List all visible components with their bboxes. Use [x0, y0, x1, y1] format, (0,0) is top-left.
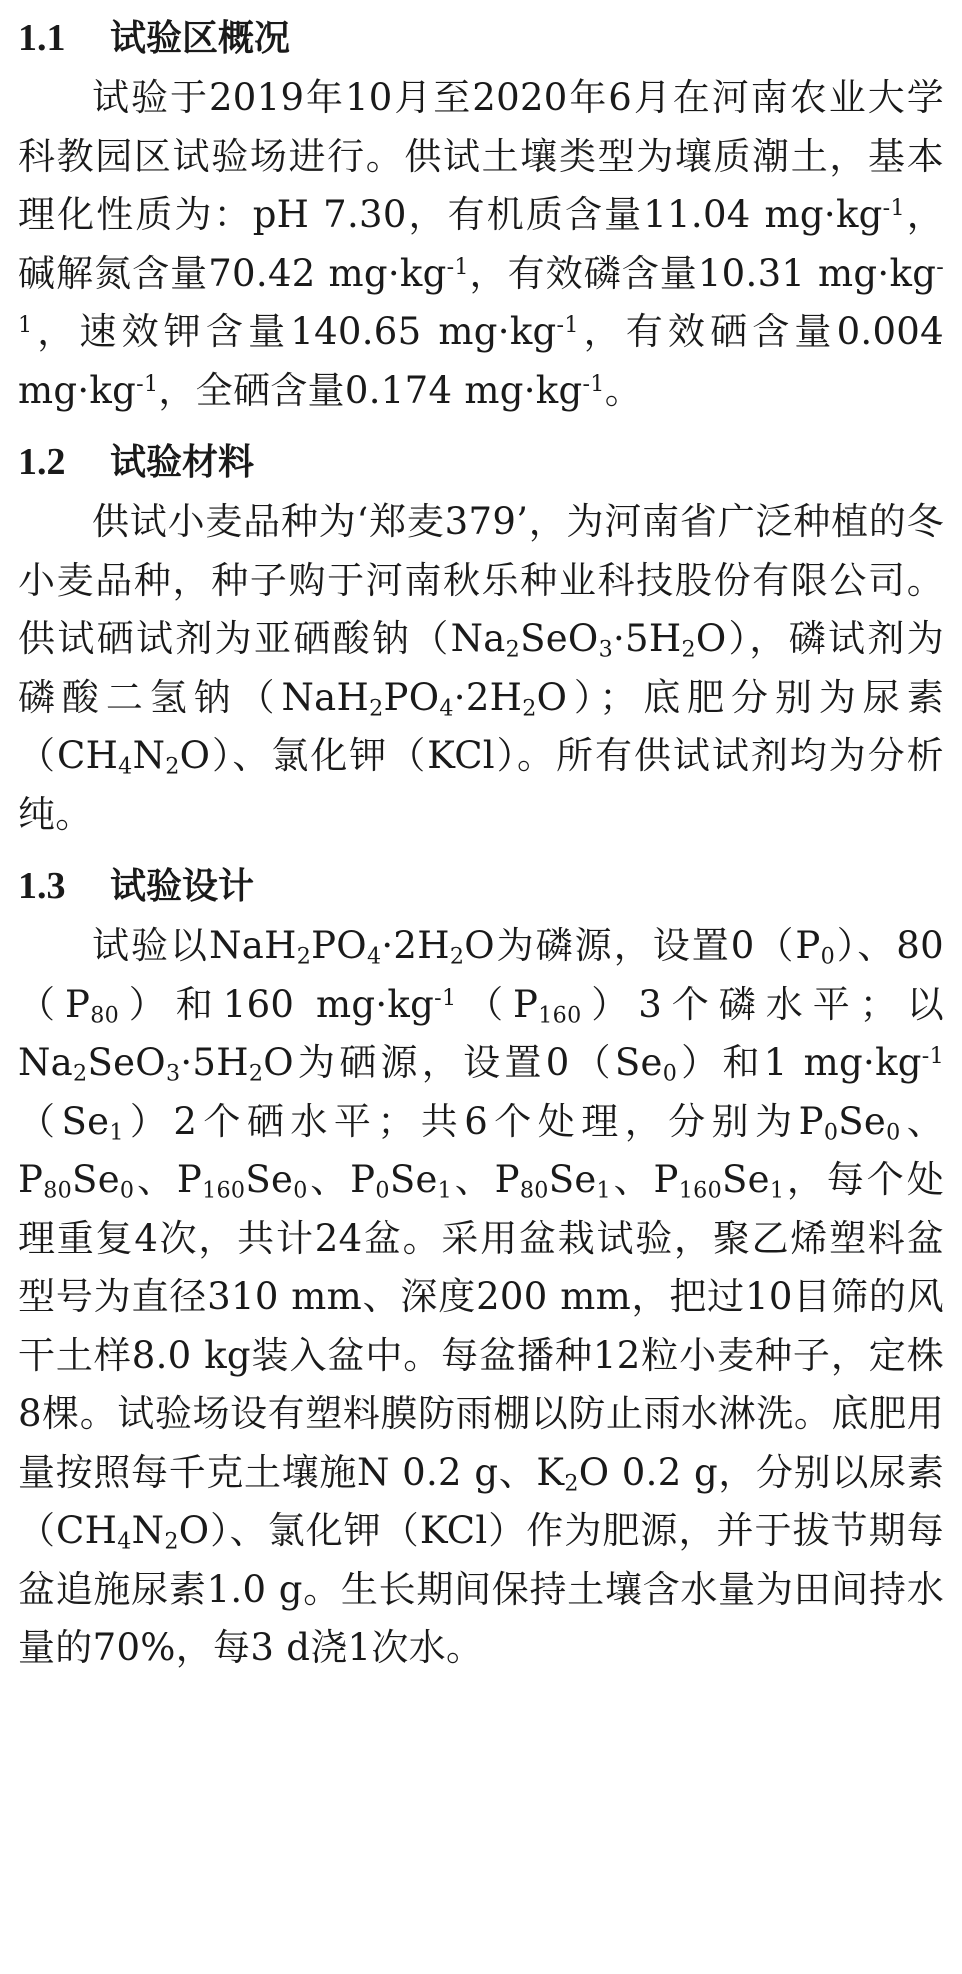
section-heading [18, 12, 944, 65]
section-1-3 [18, 860, 944, 1678]
section-number: 1.1 [18, 17, 66, 59]
section-1-1 [18, 12, 944, 420]
section-heading [18, 436, 944, 489]
section-title: 试验设计 [110, 866, 255, 907]
section-paragraph: 供试小麦品种为‘郑麦379’，为河南省广泛种植的冬小麦品种，种子购于河南秋乐种业科技股份有限公司。供试硒试剂为亚硒酸钠$(Na_2SeO_3\cdot 5H_2O)$，磷试剂为磷酸二氢钠$(NaH_2PO_4\cdot 2H_2O)$；底肥分别为尿素$(CH_4N_2O)$、氯化钾（KCl）。所有供试试剂均为分析纯。 [18, 500, 945, 836]
section-number: 1.3 [18, 865, 66, 907]
section-paragraph: 试验于2019年10月至2020年6月在河南农业大学科教园区试验场进行。供试土壤类型为壤质潮土，基本理化性质为：pH 7.30，有机质含量11.04 $mg\cdot kg^{-1}$，碱解氮含量70.42 $mg\cdot kg^{-1}$，有效磷含量10.31 $mg\cdot kg^{-1}$，速效钾含量140.65 $mg\cdot kg^{-1}$，有效硒含量0.004 $mg\cdot kg^{-1}$，全硒含量0.174 $mg\cdot kg^{-1}$。 [18, 76, 945, 412]
section-1-2 [18, 436, 944, 844]
section-title: 试验材料 [110, 442, 255, 483]
section-paragraph: 试验以$NaH_2PO_4\cdot 2H_2O$为磷源，设置$0(P_0)$、$80(P_{80})$和160 $mg\cdot kg^{-1}(P_{160})3$个磷水平；以$Na_2SeO_3\cdot 5H_2O$为硒源，设置$0(Se_0)$和1 $mg\cdot kg^{-1}(Se_1)2$个硒水平；共6个处理，分别为$P_0Se_0$、$P_{80}Se_0$、$P_{160}Se_0$、$P_0Se_1$、$P_{80}Se_1$、$P_{160}Se_1$，每个处理重复4次，共计24盆。采用盆栽试验，聚乙烯塑料盆型号为直径310 mm、深度200 mm，把过10目筛的风干土样8.0 kg装入盆中。每盆播种12粒小麦种子，定株8棵。试验场设有塑料膜防雨棚以防止雨水淋洗。底肥用量按照每千克土壤施N 0.2 g、$K_2O$ 0.2 g，分别以尿素$(CH_4N_2O)$、氯化钾（KCl）作为肥源，并于拔节期每盆追施尿素1.0 g。生长期间保持土壤含水量为田间持水量的70%，每3 d浇1次水。 [18, 924, 945, 1669]
section-heading [18, 860, 944, 913]
section-title: 试验区概况 [110, 18, 291, 59]
document-page [18, 12, 944, 1678]
section-number: 1.2 [18, 441, 66, 483]
